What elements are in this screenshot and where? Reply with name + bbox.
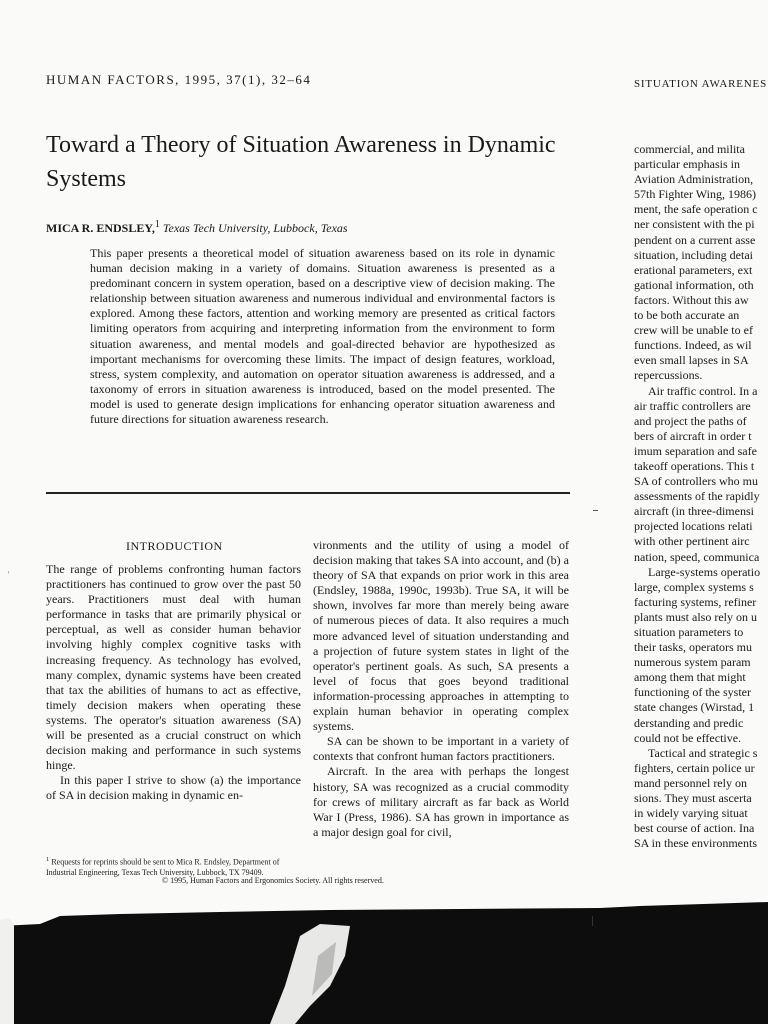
col3-line: imum separation and safe [634, 443, 757, 458]
col3-line: numerous system param [634, 655, 751, 670]
footnote-mark: 1 [46, 856, 50, 863]
col3-line: situation, including detai [634, 247, 753, 262]
col3-line: functions. Indeed, as wil [634, 338, 752, 353]
col3-line: Tactical and strategic s [648, 745, 758, 760]
author-footnote-mark: 1 [154, 219, 160, 230]
col2-paragraph: Aircraft. In the area with perhaps the longest history, SA was recognized as a crucial commodity for crews of military aircraft as far back as World War I (Press, 1986). SA has grown in importance as a major design goal for civil, [313, 764, 569, 839]
column-2 [313, 538, 569, 840]
col3-line: 57th Fighter Wing, 1986) [634, 187, 756, 202]
col3-line: derstanding and predic [634, 715, 744, 730]
col3-line: situation parameters to [634, 625, 744, 639]
col3-line: assessments of the rapidly [634, 489, 760, 504]
col3-line: bers of aircraft in order t [634, 428, 752, 443]
column-1 [46, 562, 301, 804]
col3-line: state changes (Wirstad, 1 [634, 700, 755, 715]
intro-heading: INTRODUCTION [126, 539, 223, 553]
col3-line: plants must also rely on u [634, 609, 757, 624]
col3-line: SA of controllers who mu [634, 474, 758, 489]
author-name: MICA R. ENDSLEY, [46, 221, 155, 235]
col3-line: with other pertinent airc [634, 534, 750, 549]
col3-line: Air traffic control. In a [648, 383, 758, 398]
col1-paragraph: In this paper I strive to show (a) the importance of SA in decision making in dynamic en- [46, 773, 301, 803]
col3-line: factors. Without this aw [634, 292, 749, 307]
col3-line: even small lapses in SA [634, 353, 749, 368]
paper-title: Toward a Theory of Situation Awareness in Dynamic Systems [46, 132, 556, 192]
col3-line: particular emphasis in [634, 157, 740, 172]
col3-line: sions. They must ascerta [634, 791, 752, 806]
col3-line: could not be effective. [634, 730, 742, 745]
col3-line: and project the paths of [634, 413, 747, 428]
col3-line: commercial, and milita [634, 142, 745, 156]
col3-line: to be both accurate an [634, 308, 740, 323]
col3-line: Large-systems operatio [648, 564, 761, 579]
col3-line: in widely varying situat [634, 806, 748, 821]
col3-line: SA in these environments [634, 836, 757, 851]
col2-paragraph: vironments and the utility of using a model of decision making that takes SA into account, and (b) a theory of SA that expands on prior work in this area (Endsley, 1988a, 1990c, 1993b). True SA, it will be shown, involves far more than merely being aware of numerous pieces of data. It also requires a much more advanced level of situation understanding and a projection of future system states in light of the operator's pertinent goals. As such, SA presents a level of focus that goes beyond traditional information-processing approaches in attempting to explain human behavior in operating complex systems. [313, 538, 569, 734]
col3-line: air traffic controllers are [634, 398, 751, 413]
scan-tick [592, 916, 593, 926]
col3-line: ner consistent with the pi [634, 217, 755, 232]
col3-line: ment, the safe operation c [634, 202, 758, 217]
footnote-text: Requests for reprints should be sent to Mica R. Endsley, Department of Industrial Engineering, Texas Tech University, Lubbock, TX 79409. [46, 857, 280, 877]
col3-line: erational parameters, ext [634, 262, 753, 277]
col3-line: crew will be unable to ef [634, 323, 753, 338]
col3-line: pendent on a current asse [634, 232, 756, 247]
author-affiliation: Texas Tech University, Lubbock, Texas [162, 221, 348, 235]
col3-line: facturing systems, refiner [634, 594, 757, 609]
col3-line: takeoff operations. This t [634, 458, 755, 473]
running-head-right: SITUATION AWARENES [634, 78, 767, 90]
col3-line: functioning of the syster [634, 685, 751, 700]
spine-speck: ' [8, 570, 10, 579]
col3-line: best course of action. Ina [634, 821, 755, 836]
col3-line: large, complex systems s [634, 579, 754, 594]
column-3-partial [634, 142, 768, 851]
col2-paragraph: SA can be shown to be important in a variety of contexts that confront human factors practitioners. [313, 734, 569, 764]
col3-line: gational information, oth [634, 277, 754, 292]
abstract: This paper presents a theoretical model of situation awareness based on its role in dynamic human decision making in a variety of domains. Situation awareness is presented as a predominant concern in system operation, based on a descriptive view of decision making. The relationship between situation awareness and numerous individual and environmental factors is explored. Among these factors, attention and working memory are presented as critical factors limiting operators from acquiring and interpreting information from the environment to form situation awareness, and mental models and goal-directed behavior are hypothesized as important mechanisms for overcoming these limits. The impact of design features, workload, stress, system complexity, and automation on operator situation awareness is addressed, and a taxonomy of errors in situation awareness is introduced, based on the model presented. The model is used to generate design implications for enhancing operator situation awareness and future directions for situation awareness research. [90, 246, 555, 427]
col3-line: nation, speed, communica [634, 549, 760, 564]
section-divider [46, 492, 570, 494]
author-line [46, 219, 348, 236]
running-head: HUMAN FACTORS, 1995, 37(1), 32–64 [46, 72, 312, 87]
col3-line: aircraft (in three-dimensi [634, 504, 754, 519]
col3-line: repercussions. [634, 368, 703, 383]
margin-mark [593, 510, 598, 511]
col3-line: their tasks, operators mu [634, 640, 752, 655]
scan-shadow [0, 896, 768, 1024]
col3-line: among them that might [634, 670, 746, 685]
col3-line: mand personnel rely on [634, 775, 747, 790]
col1-paragraph: The range of problems confronting human factors practitioners has continued to grow over the past 50 years. Practitioners must deal with human performance in tasks that are primarily physical or perceptual, as well as consider human behavior involving highly complex cognitive tasks with increasing frequency. As technology has evolved, many complex, dynamic systems have been created that tax the abilities of humans to act as effective, timely decision makers when operating these systems. The operator's situation awareness (SA) will be presented as a crucial construct on which decision making and performance in such systems hinge. [46, 562, 301, 773]
col3-line: projected locations relati [634, 519, 753, 534]
footnote [46, 855, 301, 878]
col3-line: fighters, certain police ur [634, 760, 755, 775]
copyright-line: © 1995, Human Factors and Ergonomics Society. All rights reserved. [162, 876, 384, 885]
col3-line: Aviation Administration, [634, 172, 754, 187]
